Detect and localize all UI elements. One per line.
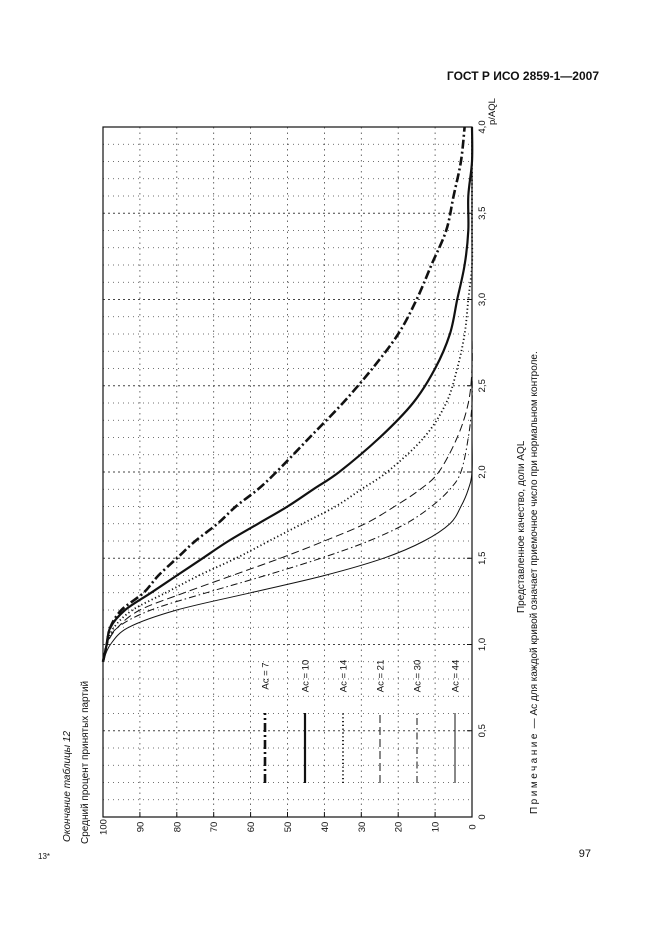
legend-label: Ac = 21: [375, 659, 387, 693]
x-axis-label: Представленное качество, доли AQL: [516, 440, 527, 613]
x-tick-label: 3,5: [477, 206, 488, 220]
legend-label: Ac = 14: [338, 659, 350, 693]
legend-label: Ac = 10: [300, 659, 312, 693]
legend-label: Ac = 44: [450, 659, 462, 693]
note-prefix: Примечание: [529, 731, 540, 814]
y-tick-label: 60: [246, 821, 258, 833]
y-tick-label: 80: [172, 821, 184, 833]
series-line-ac-44: [103, 127, 472, 662]
y-tick-label: 50: [283, 821, 294, 833]
y-tick-label: 0: [467, 824, 479, 830]
x-tick-label: 0: [477, 814, 488, 820]
x-tick-label: 4,0: [477, 120, 488, 134]
series-line-ac-7: [103, 127, 465, 662]
x-tick-label: 2,0: [477, 465, 488, 479]
y-tick-label: 70: [209, 821, 221, 833]
x-tick-label: 0,5: [477, 724, 488, 738]
series-lines: [103, 127, 472, 662]
x-tick-label: 1,0: [477, 637, 488, 652]
series-line-ac-21: [103, 127, 472, 662]
document-header: ГОСТ Р ИСО 2859-1—2007: [446, 69, 599, 83]
y-tick-label: 10: [430, 821, 442, 833]
series-line-ac-30: [103, 127, 472, 662]
x-tick-label: 1,5: [477, 551, 488, 565]
y-axis-label: Средний процент принятых партий: [80, 680, 91, 844]
axis-ticks: [99, 98, 499, 835]
sheet-signature: 13*: [38, 852, 51, 861]
y-tick-label: 30: [356, 821, 368, 833]
series-line-ac-10: [103, 127, 472, 662]
legend-label: Ac = 30: [412, 659, 424, 693]
y-tick-label: 40: [319, 821, 331, 833]
table-continuation-label: Окончание таблицы 12: [62, 730, 73, 842]
page-number: 97: [578, 848, 591, 860]
note-text: — Ас для каждой кривой означает приемочное число при нормальном контроле.: [529, 351, 540, 732]
x-axis-unit-label: p/AQL: [487, 98, 498, 125]
y-tick-label: 20: [393, 821, 405, 833]
y-tick-label: 100: [98, 819, 110, 835]
legend-label: Ac = 7: [260, 662, 272, 690]
x-tick-label: 2,5: [477, 379, 488, 393]
x-tick-label: 3,0: [477, 292, 488, 307]
y-tick-label: 90: [135, 821, 147, 833]
series-line-ac-14: [103, 127, 472, 662]
